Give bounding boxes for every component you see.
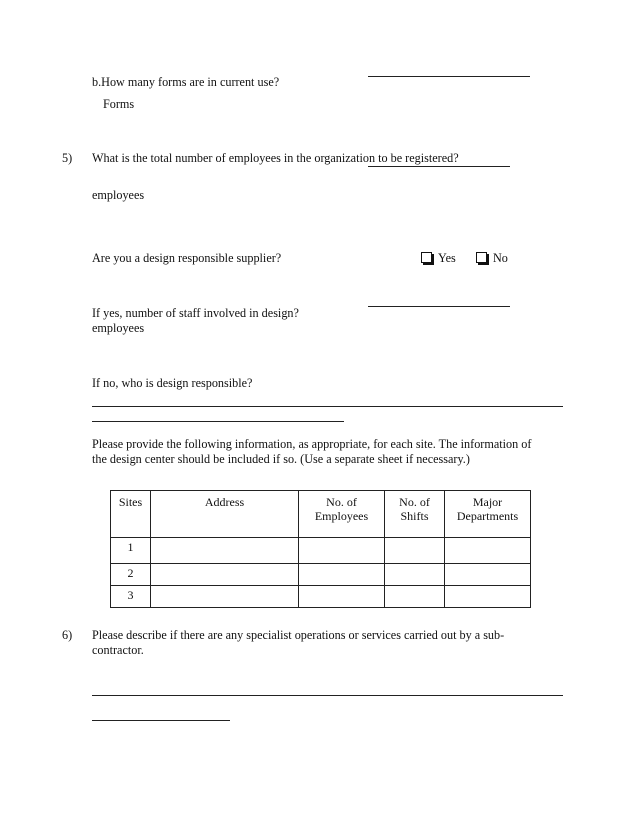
q6-number: 6) [62, 628, 73, 642]
shifts-cell[interactable] [385, 538, 445, 564]
address-cell[interactable] [151, 538, 299, 564]
site-instructions-line-1: Please provide the following information, as appropriate, for each site. The information of [92, 437, 532, 451]
q6-answer-line-1[interactable] [92, 695, 563, 696]
no-checkbox[interactable] [476, 252, 487, 263]
q5-answer-field[interactable] [368, 166, 510, 167]
shifts-cell[interactable] [385, 586, 445, 608]
col-header-employees: No. of Employees [299, 491, 385, 538]
q4b-unit: Forms [103, 97, 135, 111]
employees-cell[interactable] [299, 538, 385, 564]
col-header-shifts: No. of Shifts [385, 491, 445, 538]
yes-label: Yes [438, 251, 456, 265]
design-responsible-question: Are you a design responsible supplier? [92, 251, 282, 265]
table-row [111, 564, 531, 586]
departments-cell[interactable] [445, 564, 531, 586]
q5-question: What is the total number of employees in the organization to be registered? [92, 151, 459, 165]
col-header-departments: Major Departments [445, 491, 531, 538]
sites-table-header [111, 491, 531, 538]
no-label: No [493, 251, 508, 265]
q5-number: 5) [62, 151, 73, 165]
site-instructions-line-2: the design center should be included if so. (Use a separate sheet if necessary.) [92, 452, 470, 466]
site-number: 3 [111, 586, 151, 608]
site-number: 2 [111, 564, 151, 586]
address-cell[interactable] [151, 564, 299, 586]
address-cell[interactable] [151, 586, 299, 608]
site-number: 1 [111, 538, 151, 564]
q6-question-line-1: Please describe if there are any specialist operations or services carried out by a sub- [92, 628, 505, 642]
yes-option[interactable] [421, 251, 456, 265]
sites-table [110, 490, 531, 608]
departments-cell[interactable] [445, 586, 531, 608]
design-responsible-answer-line-1[interactable] [92, 406, 563, 407]
employees-cell[interactable] [299, 586, 385, 608]
table-row [111, 538, 531, 564]
q6-question-line-2: contractor. [92, 643, 144, 657]
q5-unit: employees [92, 188, 145, 202]
q6-answer-line-2[interactable] [92, 720, 230, 721]
no-option[interactable] [476, 251, 508, 265]
q4b-answer-field[interactable] [368, 76, 530, 77]
design-responsible-who-question: If no, who is design responsible? [92, 376, 253, 390]
col-header-address: Address [151, 491, 299, 538]
design-staff-answer-field[interactable] [368, 306, 510, 307]
col-header-sites: Sites [111, 491, 151, 538]
employees-cell[interactable] [299, 564, 385, 586]
departments-cell[interactable] [445, 538, 531, 564]
design-staff-unit: employees [92, 321, 145, 335]
yes-checkbox[interactable] [421, 252, 432, 263]
shifts-cell[interactable] [385, 564, 445, 586]
design-responsible-answer-line-2[interactable] [92, 421, 344, 422]
q4b-question: b.How many forms are in current use? [92, 75, 280, 89]
table-row [111, 586, 531, 608]
design-staff-question: If yes, number of staff involved in design? [92, 306, 299, 320]
